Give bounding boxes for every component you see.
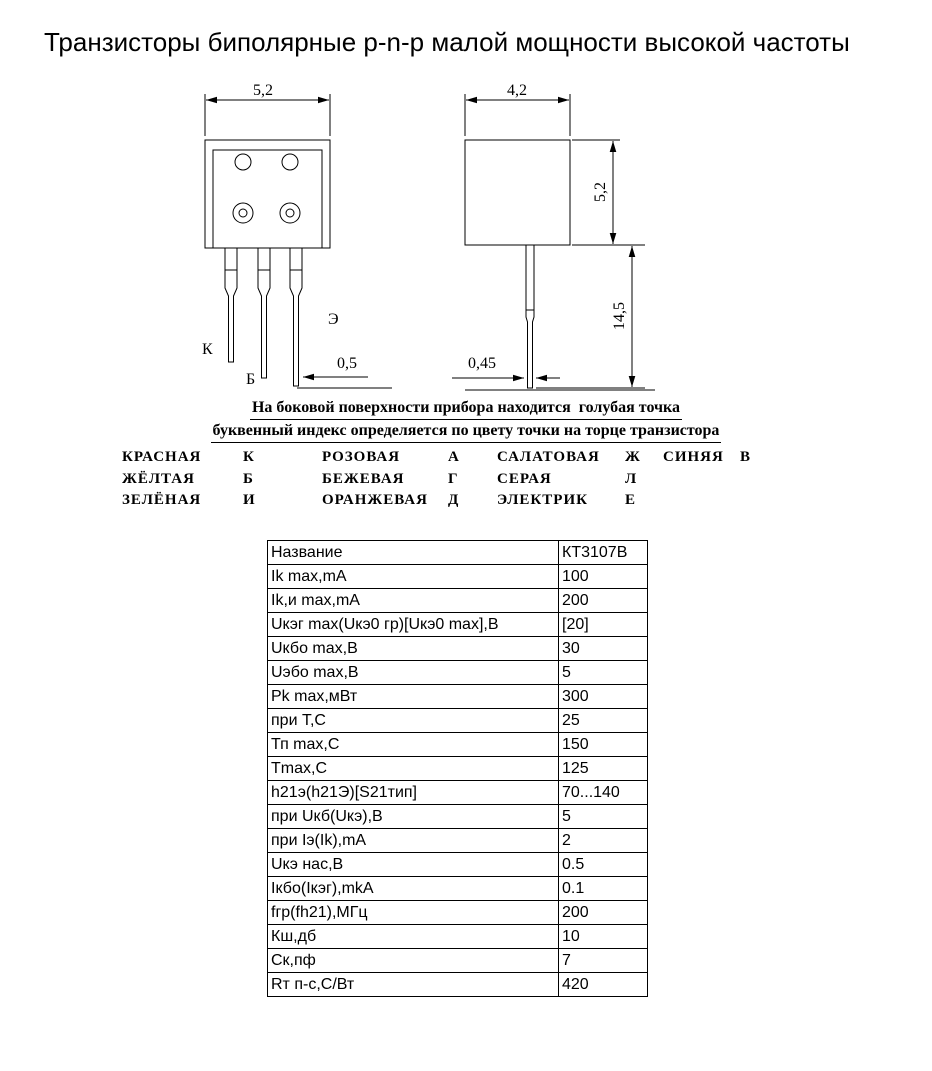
param-name: Uкбо max,В: [268, 637, 559, 661]
table-row: [268, 565, 648, 589]
color-letter: Л: [625, 470, 638, 487]
param-value: 7: [559, 949, 648, 973]
param-name: fгр(fh21),МГц: [268, 901, 559, 925]
color-letter: Ж: [625, 449, 641, 465]
base-lead: [258, 248, 270, 378]
param-value: 420: [559, 973, 648, 997]
param-name: при Iэ(Ik),mA: [268, 829, 559, 853]
param-value: КТ3107В: [559, 541, 648, 565]
color-name: ОРАНЖЕВАЯ: [322, 492, 428, 508]
table-row: [268, 829, 648, 853]
color-letter: [740, 492, 792, 514]
param-value: 200: [559, 901, 648, 925]
param-name: Uкэ нас,В: [268, 853, 559, 877]
color-letter: Г: [448, 470, 459, 487]
front-body-outline: [205, 140, 330, 248]
emitter-lead: [290, 248, 302, 386]
side-body-outline: [465, 140, 570, 245]
table-row: [268, 853, 648, 877]
color-name: [663, 471, 740, 493]
color-letter: В: [740, 449, 752, 465]
param-name: Ik,и max,mA: [268, 589, 559, 613]
color-name: САЛАТОВАЯ: [497, 449, 600, 465]
table-row: [268, 973, 648, 997]
param-value: 2: [559, 829, 648, 853]
param-value: 125: [559, 757, 648, 781]
side-lead: [526, 245, 534, 388]
param-name: Tmax,С: [268, 757, 559, 781]
front-view-drawing: [205, 94, 392, 388]
param-value: 10: [559, 925, 648, 949]
param-name: при Т,С: [268, 709, 559, 733]
color-letter: К: [243, 449, 255, 465]
table-row: [268, 781, 648, 805]
side-width-dimension-label: 4,2: [507, 82, 527, 99]
emitter-pin-label: Э: [328, 311, 339, 328]
param-name: Ik max,mA: [268, 565, 559, 589]
param-value: 5: [559, 805, 648, 829]
param-value: 25: [559, 709, 648, 733]
table-row: [268, 709, 648, 733]
param-value: 0.1: [559, 877, 648, 901]
color-name: КРАСНАЯ: [122, 449, 202, 465]
note-line-1: На боковой поверхности прибора находится голубая точка: [250, 397, 682, 420]
color-name: ЖЁЛТАЯ: [122, 470, 195, 487]
color-letter: А: [448, 449, 460, 465]
param-value: 300: [559, 685, 648, 709]
lead-width-dimension-label: 0,5: [337, 355, 357, 372]
table-row: [268, 901, 648, 925]
param-value: 150: [559, 733, 648, 757]
table-row: [268, 925, 648, 949]
table-row: [268, 877, 648, 901]
note-block: [0, 397, 932, 443]
lead-length-dimension-label: 14,5: [611, 302, 628, 330]
param-value: 70...140: [559, 781, 648, 805]
table-row: [268, 949, 648, 973]
table-row: [268, 733, 648, 757]
collector-lead: [225, 248, 237, 362]
param-name: Ск,пф: [268, 949, 559, 973]
param-value: 5: [559, 661, 648, 685]
note-line-2: буквенный индекс определяется по цвету точки на торце транзистора: [211, 420, 722, 443]
param-name: Iкбо(Iкэг),mkA: [268, 877, 559, 901]
color-letter: И: [243, 492, 256, 508]
color-name: [663, 492, 740, 514]
color-name: БЕЖЕВАЯ: [322, 470, 405, 487]
table-row: [268, 637, 648, 661]
param-name: Rт п-с,С/Вт: [268, 973, 559, 997]
color-code-table: [122, 449, 792, 514]
color-letter: [740, 471, 792, 493]
param-name: Кш,дб: [268, 925, 559, 949]
base-pin-label: Б: [246, 371, 256, 388]
table-row: [268, 685, 648, 709]
param-value: 30: [559, 637, 648, 661]
color-name: РОЗОВАЯ: [322, 449, 401, 465]
color-letter: Б: [243, 470, 254, 487]
side-view-drawing: [452, 94, 655, 390]
table-row: [268, 805, 648, 829]
table-row: [268, 613, 648, 637]
param-name: h21э(h21Э)[S21тип]: [268, 781, 559, 805]
front-width-dimension-label: 5,2: [253, 82, 273, 99]
param-name: Pk max,мВт: [268, 685, 559, 709]
color-name: СИНЯЯ: [663, 449, 724, 465]
param-name: Uкэг max(Uкэ0 гр)[Uкэ0 max],В: [268, 613, 559, 637]
collector-pin-label: К: [202, 341, 213, 358]
table-row: [268, 757, 648, 781]
param-value: 100: [559, 565, 648, 589]
param-value: 0.5: [559, 853, 648, 877]
param-name: Uэбо max,В: [268, 661, 559, 685]
color-name: ЗЕЛЁНАЯ: [122, 492, 202, 508]
param-name: Тп max,С: [268, 733, 559, 757]
table-row: [268, 589, 648, 613]
param-name: при Uкб(Uкэ),В: [268, 805, 559, 829]
table-row: [268, 541, 648, 565]
color-letter: Д: [448, 492, 460, 508]
page-title: Транзисторы биполярные p-n-p малой мощности высокой частоты: [44, 27, 850, 57]
transistor-package-drawings: [0, 70, 932, 395]
color-letter: Е: [625, 492, 637, 508]
spec-table: [267, 540, 648, 997]
param-value: [20]: [559, 613, 648, 637]
param-value: 200: [559, 589, 648, 613]
table-row: [268, 661, 648, 685]
lead-thickness-dimension-label: 0,45: [468, 355, 496, 372]
side-height-dimension-label: 5,2: [592, 182, 609, 202]
color-name: СЕРАЯ: [497, 470, 552, 487]
color-name: ЭЛЕКТРИК: [497, 492, 588, 508]
param-name: Название: [268, 541, 559, 565]
